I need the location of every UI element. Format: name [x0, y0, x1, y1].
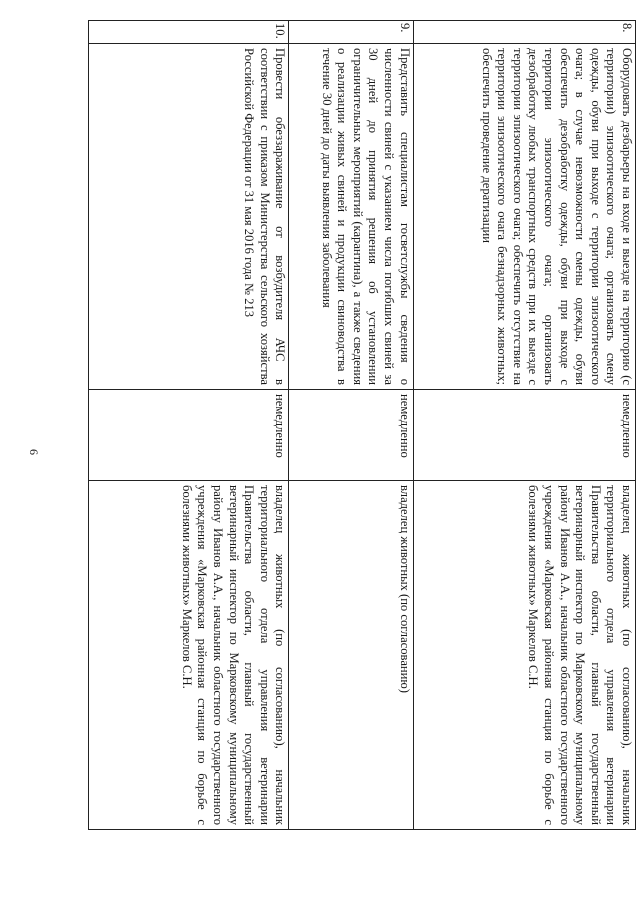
- table-row: [413, 21, 635, 830]
- term-text: немедленно: [89, 390, 289, 481]
- rotated-table-frame: [88, 20, 636, 830]
- measure-text: Провести обеззараживание от возбудителя АЧС в соответствии с приказом Министерства сельского хозяйства Российской Федерации от 31 мая 2016 года № 213: [89, 44, 289, 390]
- measures-table: [88, 20, 636, 830]
- responsible-text: владелец животных (по согласованию), начальник территориального отдела управления ветеринарии Правительства области, главный государственный ветеринарный инспектор по Марковскому муниципальному району Иванов А.А., начальник областного государственного учреждения «Марковская районная станция по борьбе с болезнями животных» Маркелов С.Н.: [89, 481, 289, 830]
- measure-text: Представить специалистам госветслужбы сведения о численности свиней с указанием числа погибших свиней за 30 дней до принятия решения об установлении ограничительных мероприятий (карантина), а также сведения о реализации живых свиней и продукции свиноводства в течение 30 дней до даты выявления заболевания: [289, 44, 413, 390]
- term-text: немедленно: [413, 390, 635, 481]
- responsible-text: владелец животных (по согласованию): [289, 481, 413, 830]
- measure-text: Оборудовать дезбарьеры на входе и выезде на территорию (с территории) эпизоотического очага; организовать смену одежды, обуви при выходе с территории эпизоотического очага; в случае невозможности смены одежды, обуви обеспечить дезобработку одежды, обуви при выходе с территории эпизоотического очага; организовать дезобработку любых транспортных средств при их выезде с территории эпизоотического очага; обеспечить отсутствие на территории эпизоотического очага безнадзорных животных; обеспечить проведение дератизации: [413, 44, 635, 390]
- table-row: [289, 21, 413, 830]
- responsible-text: владелец животных (по согласованию), начальник территориального отдела управления ветеринарии Правительства области, главный государственный ветеринарный инспектор по Марковскому муниципальному району Иванов А.А., начальник областного государственного учреждения «Марковская районная станция по борьбе с болезнями животных» Маркелов С.Н.: [413, 481, 635, 830]
- row-number: 10.: [89, 21, 289, 44]
- term-text: немедленно: [289, 390, 413, 481]
- row-number: 8.: [413, 21, 635, 44]
- table-row: [89, 21, 289, 830]
- row-number: 9.: [289, 21, 413, 44]
- measures-table-wrapper: [88, 20, 636, 830]
- page-number: 6: [27, 449, 41, 455]
